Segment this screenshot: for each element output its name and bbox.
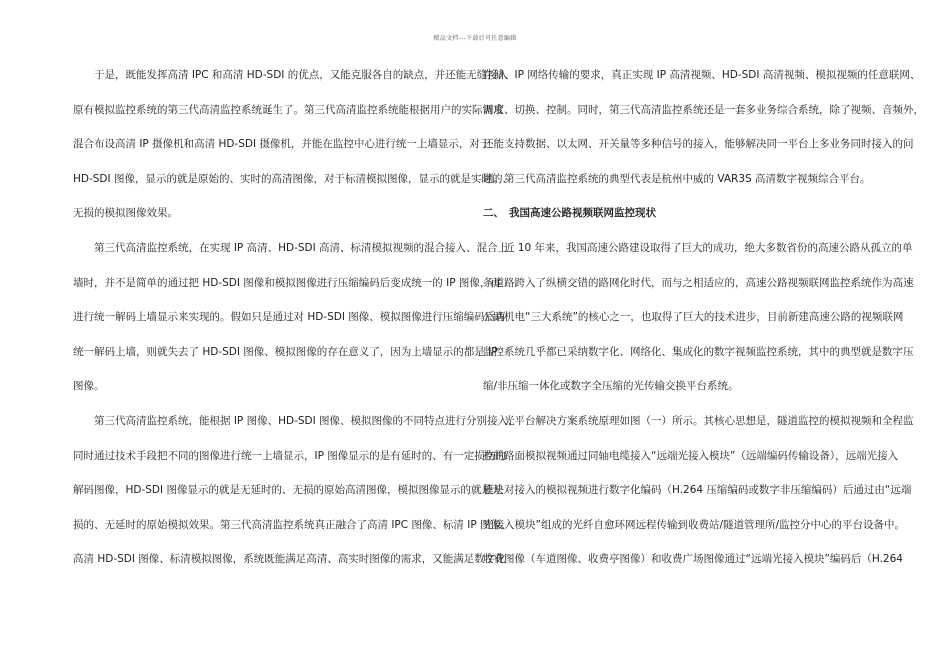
text-line: 损的、无延时的原始模拟效果。第三代高清监控系统真正融合了高清 IPC 图像、标清 IP 图像、 [73, 518, 512, 531]
text-line: 统一解码上墙，则就失去了 HD-SDI 图像、模拟图像的存在意义了，因为上墙显示的都是 IP [73, 345, 498, 358]
text-line: 控的路面模拟视频通过同轴电缆接入“远端光接入模块”（远端编码传输设备），远端光接入 [483, 449, 899, 462]
section-title: 我国高速公路视频联网监控现状 [509, 207, 656, 220]
text-line: 模块对接入的模拟视频进行数字化编码（H.264 压缩编码或数字非压缩编码）后通过由“远端 [483, 484, 912, 497]
text-line: 条道路跨入了纵横交错的路网化时代，而与之相适应的，高速公路视频联网监控系统作为高速 [483, 276, 914, 289]
left-column [73, 58, 519, 577]
text-line: 题。第三代高清监控系统的典型代表是杭州中威的 VAR3S 高清数字视频综合平台。 [483, 172, 871, 185]
text-line: 存储、IP 网络传输的要求，真正实现 IP 高清视频、HD-SDI 高清视频、模拟视频的任意联网、 [483, 69, 921, 81]
text-line: 混合布设高清 IP 摄像机和高清 HD-SDI 摄像机，并能在监控中心进行统一上墙显示，对于 [73, 138, 491, 151]
text-line: 第三代高清监控系统，能根据 IP 图像、HD-SDI 图像、模拟图像的不同特点进行分别接入， [94, 414, 519, 427]
text-line: 调度、切换、控制。同时，第三代高清监控系统还是一套多业务综合系统，除了视频、音频外， [483, 103, 924, 116]
text-line: 第三代高清监控系统，在实现 IP 高清、HD-SDI 高清、标清模拟视频的混合接入、混合上 [94, 241, 509, 254]
section-heading [483, 196, 883, 231]
text-line: 收费图像（车道图像、收费亭图像）和收费广场图像通过“远端光接入模块”编码后（H.264 [483, 553, 903, 566]
text-line: 光平台解决方案系统原理如图（一）所示。其核心思想是，隧道监控的模拟视频和全程监 [504, 414, 914, 427]
text-line: 进行统一解码上墙显示来实现的。假如只是通过对 HD-SDI 图像、模拟图像进行压缩编码后再 [73, 311, 506, 324]
page-header: 精品文档---下载后可任意编辑 [433, 35, 517, 42]
text-line: 近 10 年来，我国高速公路建设取得了巨大的成功，绝大多数省份的高速公路从孤立的单 [504, 241, 913, 254]
text-line: 同时通过技术手段把不同的图像进行统一上墙显示，IP 图像显示的是有延时的、有一定损伤的 [73, 449, 506, 462]
text-line: 于是，既能发挥高清 IPC 和高清 HD-SDI 的优点，又能克服各自的缺点，并还能无缝接入 [94, 69, 509, 81]
text-line: 无损的模拟图像效果。 [73, 207, 178, 220]
text-line: 原有模拟监控系统的第三代高清监控系统诞生了。第三代高清监控系统能根据用户的实际需求 [73, 103, 504, 116]
text-line: 高清 HD-SDI 图像、标清模拟图像，系统既能满足高清、高实时图像的需求，又能满足数字化 [73, 553, 506, 566]
text-line: HD-SDI 图像，显示的就是原始的、实时的高清图像，对于标清模拟图像，显示的就是实时的、 [73, 172, 513, 185]
text-line: 公路机电“三大系统”的核心之一，也取得了巨大的技术进步，目前新建高速公路的视频联网 [483, 311, 904, 324]
text-line: 还能支持数据、以太网、开关量等多种信号的接入，能够解决同一平台上多业务同时接入的问 [483, 138, 914, 151]
right-column [483, 58, 924, 577]
text-line: 监控系统几乎都已采纳数字化、网络化、集成化的数字视频监控系统，其中的典型就是数字压 [483, 345, 914, 358]
text-line: 墙时，并不是简单的通过把 HD-SDI 图像和模拟图像进行压缩编码后变成统一的 IP 图像，再 [73, 276, 501, 289]
text-line: 图像。 [73, 380, 105, 393]
text-line: 光接入模块”组成的光纤自愈环网远程传输到收费站/隧道管理所/监控分中心的平台设备中。 [483, 518, 906, 531]
text-line: 缩/非压缩一体化或数字全压缩的光传输交换平台系统。 [483, 380, 739, 393]
text-line: 解码图像，HD-SDI 图像显示的就是无延时的、无损的原始高清图像，模拟图像显示的就是无 [73, 484, 503, 497]
section-number: 二、 [483, 207, 504, 220]
